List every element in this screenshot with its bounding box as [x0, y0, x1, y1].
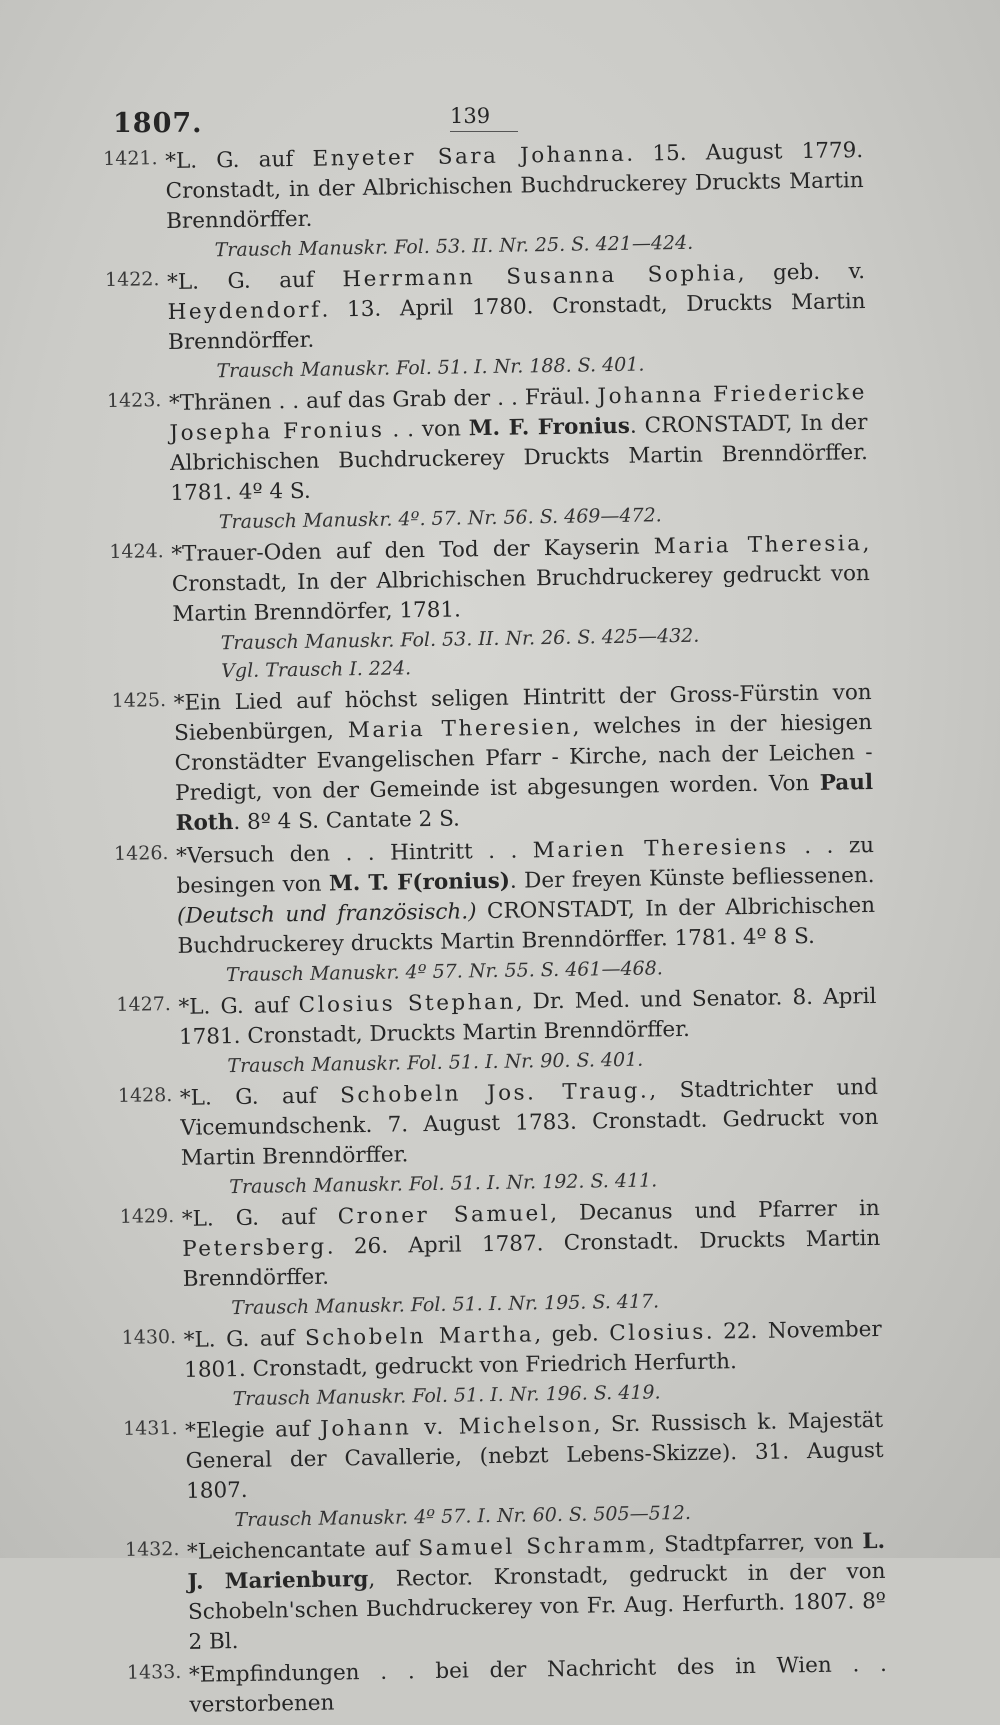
bibliography-entry	[112, 678, 874, 840]
entry-text-segment: . 22. November 1801. Cronstadt, gedruckt von Friedrich Herfurth.	[184, 1316, 882, 1383]
person-name: Johann v. Michelson	[320, 1412, 594, 1442]
bibliography-entry	[116, 982, 877, 1082]
entry-text-segment: . 8º 4 S. Cantate 2 S.	[233, 806, 461, 836]
person-name: Schobeln Martha	[304, 1322, 535, 1351]
entry-reference: Trausch Manuskr. Fol. 51. I. Nr. 196. S. 419.	[232, 1381, 661, 1411]
entry-text	[171, 529, 870, 630]
author-name: M. F. Fronius	[468, 413, 631, 442]
page-number: 139	[450, 104, 518, 132]
bibliography-entry	[127, 1650, 888, 1722]
entry-text	[169, 378, 869, 509]
entry-text-segment: CRONSTADT, In der Albrichischen Buchdruckerey druckts Martin Brenndörffer. 1781. 4º 8 S.	[177, 892, 876, 959]
entry-text-segment: , Rector. Kronstadt, gedruckt in der von Schobeln'schen Buchdruckerey von Fr. Aug. Herfurth. 1807. 8º 2 Bl.	[187, 1558, 887, 1655]
bibliography-entry	[109, 529, 871, 687]
bibliography-list	[103, 136, 888, 1725]
entry-text-segment: *L. G. auf	[165, 146, 313, 175]
person-name: Herrmann Susanna Sophia	[342, 261, 738, 293]
author-name: L. J. Marienburg	[187, 1528, 886, 1595]
author-name: M. T. F(ronius)	[328, 868, 511, 897]
entry-text-segment: . 15. August 1779. Cronstadt, in der Albrichischen Buchdruckerey Druckts Martin Brenndörffer.	[165, 138, 864, 235]
entry-number: 1432.	[124, 1537, 180, 1561]
entry-text-segment: , welches in der hiesigen Cronstädter Evangelischen Pfarr - Kirche, nach der Leichen - Predigt, von der Gemeinde ist abgesungen worden. Von	[174, 709, 873, 806]
entry-text-segment: *L. G. auf	[183, 1325, 306, 1353]
entry-text	[182, 1194, 881, 1295]
entry-text-segment: *L. G. auf	[179, 1083, 341, 1111]
entry-text-segment: , geb.	[534, 1321, 610, 1348]
entry-number: 1431.	[122, 1416, 178, 1440]
entry-text-segment: . CRONSTADT, In der Albrichischen Buchdruckerey Druckts Martin Brenndörffer. 1781. 4º 4 S.	[169, 410, 869, 506]
person-name: Closius	[609, 1319, 706, 1347]
entry-text-segment: *Elegie auf	[184, 1416, 321, 1444]
entry-text-segment: , Decanus und Pfarrer in	[549, 1195, 880, 1227]
bibliography-entry	[118, 1073, 880, 1203]
entry-text-segment: , geb. v.	[737, 259, 866, 287]
entry-number: 1423.	[106, 389, 162, 412]
entry-number: 1428.	[117, 1084, 173, 1107]
entry-reference: Trausch Manuskr. Fol. 53. II. Nr. 25. S. 421—424.	[214, 231, 694, 262]
entry-text-segment: . Der freyen Künste befliessenen.	[509, 862, 875, 894]
entry-number: 1421.	[103, 147, 158, 170]
entry-text	[178, 982, 877, 1053]
entry-text	[174, 678, 874, 839]
person-name: Samuel Schramm	[418, 1532, 649, 1562]
entry-text-segment: , Cronstadt, In der Albrichischen Bruchdruckerey gedruckt von Martin Brenndörfer, 1781.	[171, 531, 870, 627]
entry-text-segment: *L. G. auf	[166, 267, 343, 296]
entry-text-segment: . 13. April 1780. Cronstadt, Druckts Martin Brenndörffer.	[167, 289, 866, 356]
bibliography-entry	[122, 1315, 883, 1415]
person-name: Croner Samuel	[337, 1201, 551, 1230]
entry-text-segment: *Thränen . . auf das Grab der . . Fräul.	[168, 384, 598, 416]
person-name: Schobeln Jos. Traug.	[340, 1078, 650, 1109]
bibliography-entry	[114, 831, 876, 991]
entry-text	[167, 257, 866, 358]
entry-text-segment: . . von	[384, 416, 469, 443]
entry-number: 1426.	[113, 842, 169, 865]
person-name: Maria Theresia	[653, 531, 863, 560]
entry-text-segment: *Trauer-Oden auf den Tod der Kayserin	[171, 534, 655, 567]
person-name: Heydendorf	[167, 297, 322, 326]
entry-text	[165, 136, 864, 237]
entry-text	[176, 831, 876, 962]
bibliography-entry	[105, 257, 867, 387]
author-name: Paul Roth	[175, 769, 874, 836]
entry-reference: Trausch Manuskr. Fol. 51. I. Nr. 195. S. 417.	[231, 1290, 660, 1320]
bibliography-entry	[125, 1527, 887, 1659]
person-name: Petersberg	[182, 1234, 327, 1262]
entry-text-segment: , Stadtpfarrer, von	[648, 1529, 863, 1558]
entry-reference: Trausch Manuskr. Fol. 51. I. Nr. 188. S. 401.	[216, 353, 645, 383]
person-name: Maria Theresien	[347, 714, 573, 744]
entry-reference: Vgl. Trausch I. 224.	[221, 657, 412, 683]
entry-number: 1422.	[104, 268, 160, 291]
header-year: 1807.	[113, 108, 203, 139]
entry-text-segment: . . zu besingen von	[176, 832, 875, 899]
entry-text	[185, 1406, 884, 1507]
entry-text	[184, 1315, 883, 1386]
entry-number: 1430.	[121, 1326, 177, 1349]
italic-note: (Deutsch und französisch.)	[176, 899, 477, 929]
entry-text-segment: . 26. April 1787. Cronstadt. Druckts Martin Brenndörffer.	[182, 1225, 881, 1292]
entry-reference: Trausch Manuskr. 4º 57. Nr. 55. S. 461—468.	[225, 957, 663, 987]
bibliography-entry	[107, 378, 869, 538]
entry-number: 1424.	[109, 540, 164, 563]
person-name: Johanna Friedericke Josepha Fronius	[169, 380, 868, 446]
entry-text-segment: , Stadtrichter und Vicemundschenk. 7. August 1783. Cronstadt. Gedruckt von Martin Brenndörffer.	[180, 1074, 879, 1171]
entry-text-segment: *Empfindungen . . bei der Nachricht des in Wien . . verstorbenen	[188, 1651, 888, 1718]
bibliography-entry	[120, 1194, 882, 1324]
entry-text-segment: , Dr. Med. und Senator. 8. April 1781. Cronstadt, Druckts Martin Brenndörffer.	[178, 983, 877, 1050]
bibliography-entry	[103, 136, 865, 266]
entry-text	[187, 1527, 887, 1658]
entry-reference: Trausch Manuskr. Fol. 53. II. Nr. 26. S. 425—432.	[220, 624, 700, 655]
entry-number: 1429.	[119, 1205, 175, 1228]
entry-number: 1427.	[116, 993, 172, 1016]
entry-text-segment: , Sr. Russisch k. Majestät General der Cavallerie, (nebzt Lebens-Skizze). 31. August 1807.	[185, 1407, 884, 1504]
entry-text-segment: *Leichencantate auf	[186, 1536, 419, 1565]
entry-text-segment: *Ein Lied auf höchst seligen Hintritt der Gross-Fürstin von Siebenbürgen,	[173, 679, 872, 746]
entry-text-segment: *Versuch den . . Hintritt . .	[175, 838, 533, 869]
entry-reference: Trausch Manuskr. 4º. 57. Nr. 56. S. 469—472.	[218, 504, 662, 534]
entry-reference: Trausch Manuskr. 4º 57. I. Nr. 60. S. 505—512.	[234, 1501, 692, 1532]
person-name: Closius Stephan	[298, 989, 516, 1019]
entry-reference: Trausch Manuskr. Fol. 51. I. Nr. 192. S. 411.	[229, 1169, 658, 1199]
entry-number: 1433.	[126, 1660, 182, 1684]
bibliography-entry	[123, 1406, 885, 1536]
entry-text-segment: *L. G. auf	[181, 1204, 338, 1232]
entry-text-segment: *L. G. auf	[178, 993, 299, 1020]
entry-number: 1425.	[111, 689, 167, 712]
entry-reference: Trausch Manuskr. Fol. 51. I. Nr. 90. S. 401.	[227, 1048, 644, 1078]
person-name: Marien Theresiens	[532, 834, 789, 864]
entry-text	[180, 1073, 879, 1174]
entry-text	[189, 1650, 888, 1721]
person-name: Enyeter Sara Johanna	[312, 141, 627, 172]
